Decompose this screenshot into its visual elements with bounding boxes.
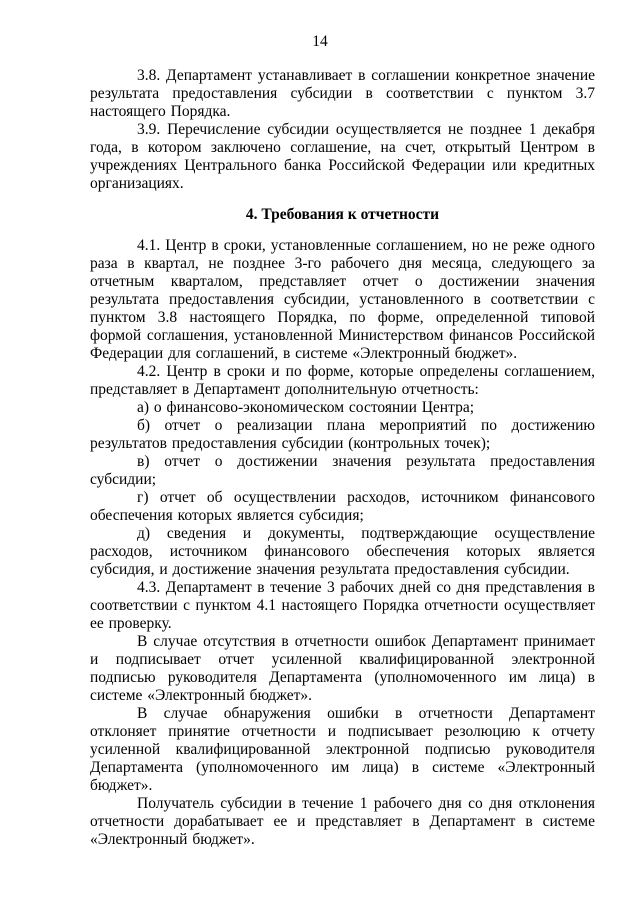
paragraph-error-rejection: В случае обнаружения ошибки в отчетности Департамент отклоняет принятие отчетности и подписывает резолюцию к отчету усиленной квалифицированной электронной подписью руководителя Департамента (уполномоченного им лица) в системе «Электронный бюджет». [90, 705, 595, 794]
page-number: 14 [312, 33, 328, 50]
list-item-d: д) сведения и документы, подтверждающие осуществление расходов, источником финансового обеспечения которых является субсидия, и достижение значения результата предоставления субсидии. [90, 525, 595, 578]
list-item-b: б) отчет о реализации плана мероприятий по достижению результатов предоставления субсидии (контрольных точек); [90, 417, 595, 452]
section-heading-4-reporting-requirements: 4. Требования к отчетности [245, 206, 440, 223]
paragraph-3-9: 3.9. Перечисление субсидии осуществляется не позднее 1 декабря года, в котором заключено соглашение, на счет, открытый Центром в учреждениях Центрального банка Российской Федерации или кредитных организациях. [90, 121, 595, 192]
paragraph-4-1: 4.1. Центр в сроки, установленные соглашением, но не реже одного раза в квартал, не позднее 3-го рабочего дня месяца, следующего за отчетным кварталом, представляет отчет о достижении значения результата предоставления субсидии, установленного в соответствии с пунктом 3.8 настоящего Порядка, по форме, определенной типовой формой соглашения, установленной Министерством финансов Российской Федерации для соглашений, в системе «Электронный бюджет». [90, 237, 595, 362]
paragraph-4-2: 4.2. Центр в сроки и по форме, которые определены соглашением, представляет в Департамент дополнительную отчетность: [90, 363, 595, 398]
list-item-a: а) о финансово-экономическом состоянии Центра; [137, 399, 475, 416]
paragraph-recipient-rework: Получатель субсидии в течение 1 рабочего дня со дня отклонения отчетности дорабатывает ее и представляет в Департамент в системе «Электронный бюджет». [90, 795, 595, 848]
list-item-v: в) отчет о достижении значения результата предоставления субсидии; [90, 453, 595, 488]
list-item-g: г) отчет об осуществлении расходов, источником финансового обеспечения которых является субсидия; [90, 489, 595, 524]
paragraph-no-errors-acceptance: В случае отсутствия в отчетности ошибок Департамент принимает и подписывает отчет усиленной квалифицированной электронной подписью руководителя Департамента (уполномоченного им лица) в системе «Электронный бюджет». [90, 633, 595, 704]
document-content [90, 67, 595, 849]
paragraph-3-8: 3.8. Департамент устанавливает в соглашении конкретное значение результата предоставления субсидии в соответствии с пунктом 3.7 настоящего Порядка. [90, 67, 595, 120]
paragraph-4-3: 4.3. Департамент в течение 3 рабочих дней со дня представления в соответствии с пунктом 4.1 настоящего Порядка отчетности осуществляет ее проверку. [90, 579, 595, 632]
